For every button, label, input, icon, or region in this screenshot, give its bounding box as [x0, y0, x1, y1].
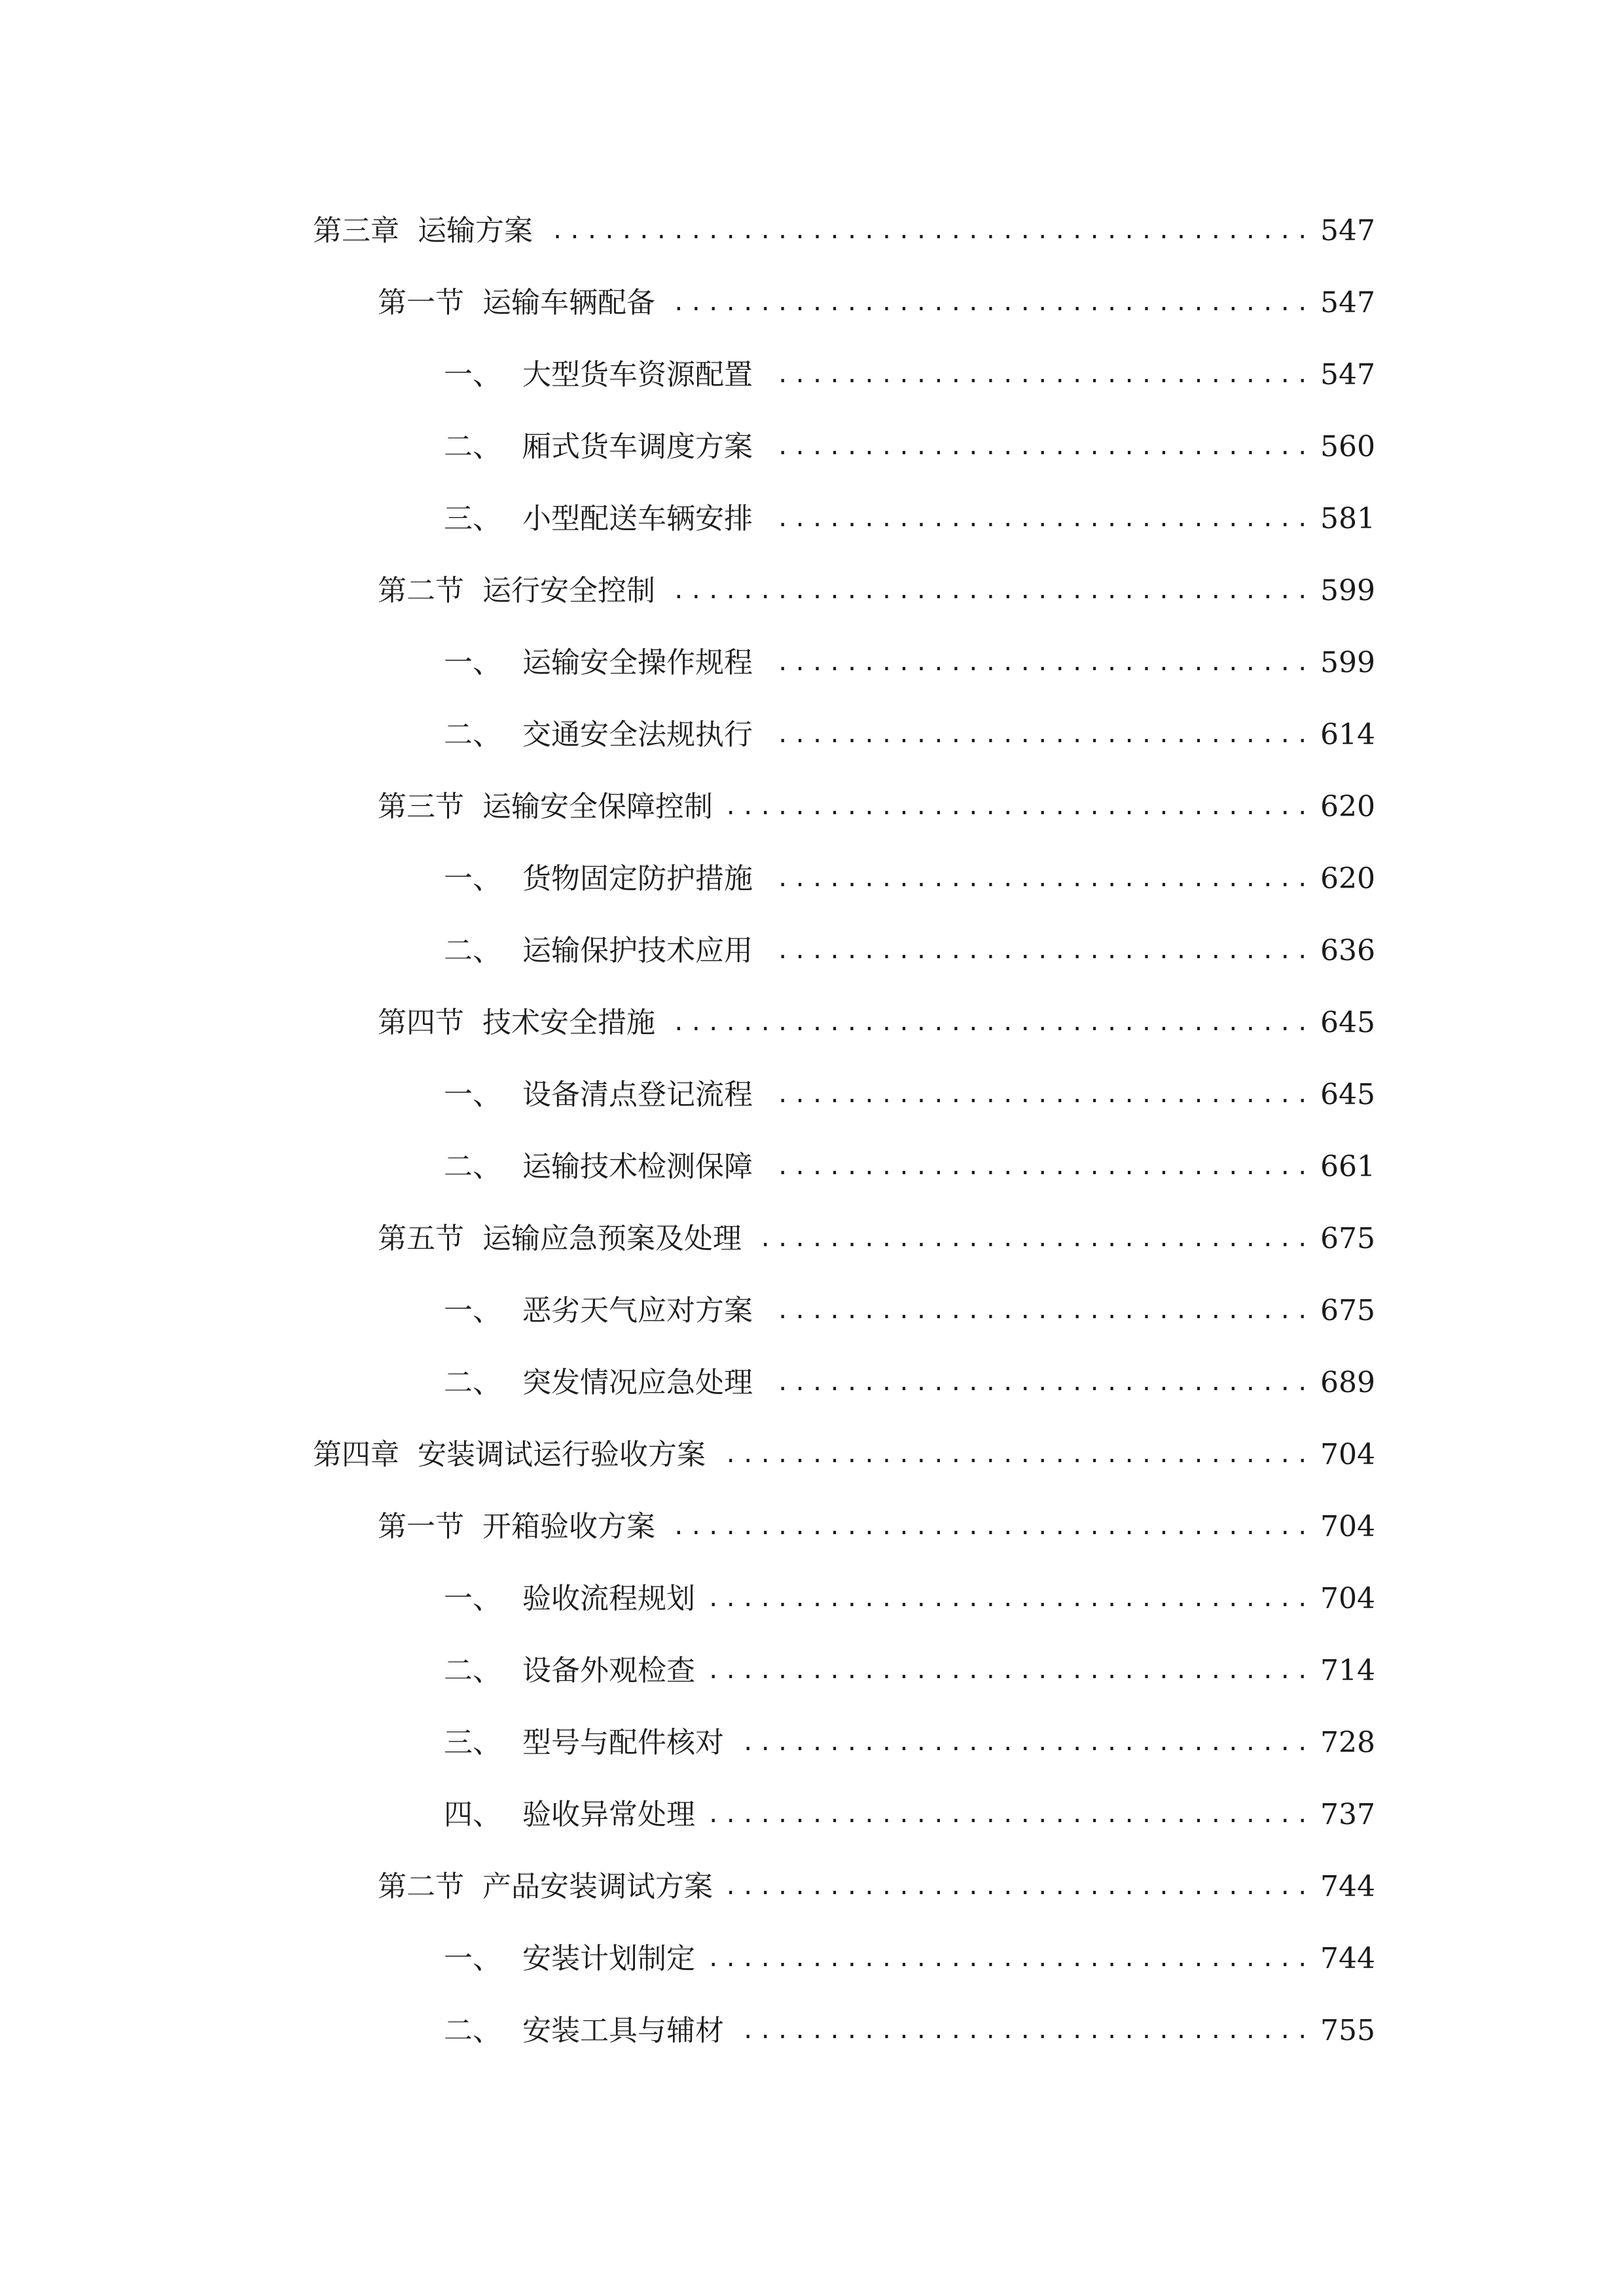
toc-entry-title: 突发情况应急处理 — [522, 1366, 753, 1399]
toc-page-number: 744 — [1320, 1942, 1375, 1975]
toc-leader-dots: .................................. — [724, 1444, 1313, 1466]
toc-entry-label: 一、 — [444, 862, 501, 895]
toc-entry-level-3[interactable] — [0, 699, 1624, 771]
toc-leader-dots: ............................... — [776, 1156, 1313, 1178]
toc-entry-level-3[interactable] — [0, 1131, 1624, 1203]
toc-leader-dots: ............................... — [776, 508, 1313, 530]
toc-page-number: 704 — [1320, 1582, 1375, 1615]
toc-entry-label: 第三章 — [313, 214, 399, 247]
toc-entry-title: 安装工具与辅材 — [522, 2014, 724, 2047]
toc-page-number: 547 — [1320, 214, 1375, 247]
toc-entry-title: 运输技术检测保障 — [522, 1150, 753, 1183]
toc-entry-title: 运输保护技术应用 — [522, 934, 753, 967]
toc-entry-level-3[interactable] — [0, 483, 1624, 555]
toc-entry-label: 二、 — [444, 1150, 501, 1183]
toc-entry-level-3[interactable] — [0, 843, 1624, 915]
toc-leader-dots: ............................... — [776, 436, 1313, 458]
toc-entry-label: 一、 — [444, 358, 501, 391]
toc-leader-dots: ..................................... — [672, 1516, 1313, 1538]
toc-entry-text — [0, 1654, 695, 1687]
toc-entry-text — [0, 646, 753, 679]
toc-entry-level-3[interactable] — [0, 411, 1624, 483]
toc-entry-label: 一、 — [444, 1078, 501, 1111]
toc-page-number: 737 — [1320, 1798, 1375, 1831]
table-of-contents — [0, 195, 1624, 2067]
toc-entry-title: 设备外观检查 — [522, 1654, 695, 1687]
toc-page-number: 636 — [1320, 934, 1375, 967]
toc-entry-text — [0, 502, 753, 535]
toc-page-number: 599 — [1320, 574, 1375, 607]
toc-leader-dots: ................................... — [706, 1660, 1313, 1682]
toc-entry-level-2[interactable] — [0, 1851, 1624, 1923]
toc-page-number: 744 — [1320, 1870, 1375, 1903]
toc-page-number: 675 — [1320, 1294, 1375, 1327]
toc-leader-dots: ................................. — [741, 2020, 1313, 2042]
toc-entry-level-2[interactable] — [0, 987, 1624, 1059]
toc-entry-text — [0, 2014, 724, 2047]
toc-entry-label: 第四章 — [313, 1438, 399, 1471]
toc-page-number: 689 — [1320, 1366, 1375, 1399]
toc-entry-title: 验收流程规划 — [522, 1582, 695, 1615]
toc-page-number: 547 — [1320, 286, 1375, 319]
toc-entry-text — [0, 1942, 695, 1975]
toc-entry-label: 二、 — [444, 430, 501, 463]
toc-leader-dots: ............................... — [776, 652, 1313, 674]
toc-entry-title: 运输安全操作规程 — [522, 646, 753, 679]
toc-entry-text — [0, 286, 655, 319]
toc-entry-level-3[interactable] — [0, 627, 1624, 699]
toc-entry-level-2[interactable] — [0, 555, 1624, 627]
toc-entry-text — [0, 1438, 706, 1471]
toc-entry-title: 交通安全法规执行 — [522, 718, 753, 751]
toc-entry-level-2[interactable] — [0, 1491, 1624, 1563]
toc-entry-title: 运输应急预案及处理 — [482, 1222, 742, 1255]
toc-leader-dots: ................................... — [706, 1588, 1313, 1610]
toc-leader-dots: ............................... — [776, 364, 1313, 386]
toc-leader-dots: .................................. — [724, 1876, 1313, 1898]
toc-entry-label: 第三节 — [378, 790, 464, 823]
toc-entry-title: 设备清点登记流程 — [522, 1078, 753, 1111]
toc-entry-text — [0, 1870, 713, 1903]
toc-page-number: 614 — [1320, 718, 1375, 751]
toc-entry-label: 四、 — [444, 1798, 501, 1831]
toc-entry-text — [0, 790, 713, 823]
toc-page-number: 581 — [1320, 502, 1375, 535]
toc-entry-text — [0, 1366, 753, 1399]
toc-entry-level-3[interactable] — [0, 1275, 1624, 1347]
toc-leader-dots: ................................... — [706, 1948, 1313, 1970]
toc-entry-level-3[interactable] — [0, 915, 1624, 987]
toc-entry-label: 三、 — [444, 502, 501, 535]
toc-entry-text — [0, 1294, 753, 1327]
toc-entry-text — [0, 1510, 655, 1543]
toc-leader-dots: ................................ — [758, 1228, 1313, 1250]
toc-entry-level-3[interactable] — [0, 1635, 1624, 1707]
toc-entry-title: 安装计划制定 — [522, 1942, 695, 1975]
toc-page-number: 728 — [1320, 1726, 1375, 1759]
toc-entry-title: 货物固定防护措施 — [522, 862, 753, 895]
toc-entry-label: 第二节 — [378, 574, 464, 607]
toc-entry-text — [0, 862, 753, 895]
toc-entry-label: 二、 — [444, 2014, 501, 2047]
toc-leader-dots: ..................................... — [672, 292, 1313, 314]
toc-entry-label: 第五节 — [378, 1222, 464, 1255]
toc-entry-text — [0, 718, 753, 751]
toc-leader-dots: ............................... — [776, 724, 1313, 746]
toc-page-number: 547 — [1320, 358, 1375, 391]
toc-page-number: 661 — [1320, 1150, 1375, 1183]
toc-page-number: 704 — [1320, 1438, 1375, 1471]
toc-leader-dots: ............................... — [776, 940, 1313, 962]
toc-page-number: 620 — [1320, 862, 1375, 895]
toc-entry-title: 小型配送车辆安排 — [522, 502, 753, 535]
toc-page-number: 620 — [1320, 790, 1375, 823]
toc-leader-dots: ............................... — [776, 1372, 1313, 1394]
toc-entry-label: 二、 — [444, 1366, 501, 1399]
toc-page-number: 714 — [1320, 1654, 1375, 1687]
toc-entry-title: 开箱验收方案 — [482, 1510, 655, 1543]
toc-entry-level-3[interactable] — [0, 1779, 1624, 1851]
toc-entry-label: 第四节 — [378, 1006, 464, 1039]
toc-entry-label: 二、 — [444, 718, 501, 751]
toc-entry-text — [0, 1222, 742, 1255]
toc-entry-level-1[interactable] — [0, 195, 1624, 267]
toc-entry-title: 安装调试运行验收方案 — [418, 1438, 706, 1471]
toc-entry-text — [0, 214, 533, 247]
toc-entry-title: 运输安全保障控制 — [482, 790, 713, 823]
toc-entry-title: 运行安全控制 — [482, 574, 655, 607]
toc-leader-dots: ............................... — [776, 1084, 1313, 1106]
toc-entry-label: 一、 — [444, 1294, 501, 1327]
toc-page-number: 645 — [1320, 1006, 1375, 1039]
toc-entry-level-3[interactable] — [0, 1059, 1624, 1131]
toc-entry-title: 产品安装调试方案 — [482, 1870, 713, 1903]
toc-entry-level-3[interactable] — [0, 1995, 1624, 2067]
toc-entry-text — [0, 574, 655, 607]
toc-entry-label: 二、 — [444, 934, 501, 967]
toc-leader-dots: ............................................ — [550, 220, 1313, 242]
toc-entry-label: 一、 — [444, 646, 501, 679]
toc-entry-text — [0, 1078, 753, 1111]
toc-entry-text — [0, 1726, 724, 1759]
toc-page-number: 560 — [1320, 430, 1375, 463]
toc-page-number: 645 — [1320, 1078, 1375, 1111]
toc-entry-text — [0, 1582, 695, 1615]
toc-entry-label: 一、 — [444, 1582, 501, 1615]
toc-page-number: 755 — [1320, 2014, 1375, 2047]
toc-page-number: 704 — [1320, 1510, 1375, 1543]
toc-entry-level-2[interactable] — [0, 771, 1624, 843]
toc-entry-label: 三、 — [444, 1726, 501, 1759]
toc-entry-level-3[interactable] — [0, 1707, 1624, 1779]
toc-entry-level-2[interactable] — [0, 1203, 1624, 1275]
toc-entry-label: 第一节 — [378, 1510, 464, 1543]
toc-page-number: 599 — [1320, 646, 1375, 679]
toc-entry-level-2[interactable] — [0, 267, 1624, 339]
toc-entry-label: 一、 — [444, 1942, 501, 1975]
toc-entry-text — [0, 358, 753, 391]
toc-leader-dots: ..................................... — [672, 580, 1313, 602]
toc-entry-title: 技术安全措施 — [482, 1006, 655, 1039]
toc-entry-label: 第二节 — [378, 1870, 464, 1903]
toc-page-number: 675 — [1320, 1222, 1375, 1255]
toc-leader-dots: ..................................... — [672, 1012, 1313, 1034]
toc-entry-title: 验收异常处理 — [522, 1798, 695, 1831]
toc-entry-title: 厢式货车调度方案 — [522, 430, 753, 463]
toc-entry-text — [0, 430, 753, 463]
toc-leader-dots: ............................... — [776, 1300, 1313, 1322]
toc-entry-title: 运输方案 — [418, 214, 533, 247]
toc-entry-level-3[interactable] — [0, 1563, 1624, 1635]
toc-entry-title: 大型货车资源配置 — [522, 358, 753, 391]
toc-entry-level-3[interactable] — [0, 1923, 1624, 1995]
toc-entry-title: 型号与配件核对 — [522, 1726, 724, 1759]
toc-entry-text — [0, 934, 753, 967]
toc-entry-text — [0, 1006, 655, 1039]
toc-leader-dots: .................................. — [724, 796, 1313, 818]
toc-leader-dots: ................................. — [741, 1732, 1313, 1754]
toc-entry-level-3[interactable] — [0, 339, 1624, 411]
toc-entry-title: 运输车辆配备 — [482, 286, 655, 319]
toc-entry-level-3[interactable] — [0, 1347, 1624, 1419]
toc-leader-dots: ............................... — [776, 868, 1313, 890]
toc-entry-level-1[interactable] — [0, 1419, 1624, 1491]
toc-leader-dots: ................................... — [706, 1804, 1313, 1826]
toc-entry-title: 恶劣天气应对方案 — [522, 1294, 753, 1327]
toc-entry-label: 第一节 — [378, 286, 464, 319]
toc-entry-text — [0, 1150, 753, 1183]
toc-entry-text — [0, 1798, 695, 1831]
toc-entry-label: 二、 — [444, 1654, 501, 1687]
